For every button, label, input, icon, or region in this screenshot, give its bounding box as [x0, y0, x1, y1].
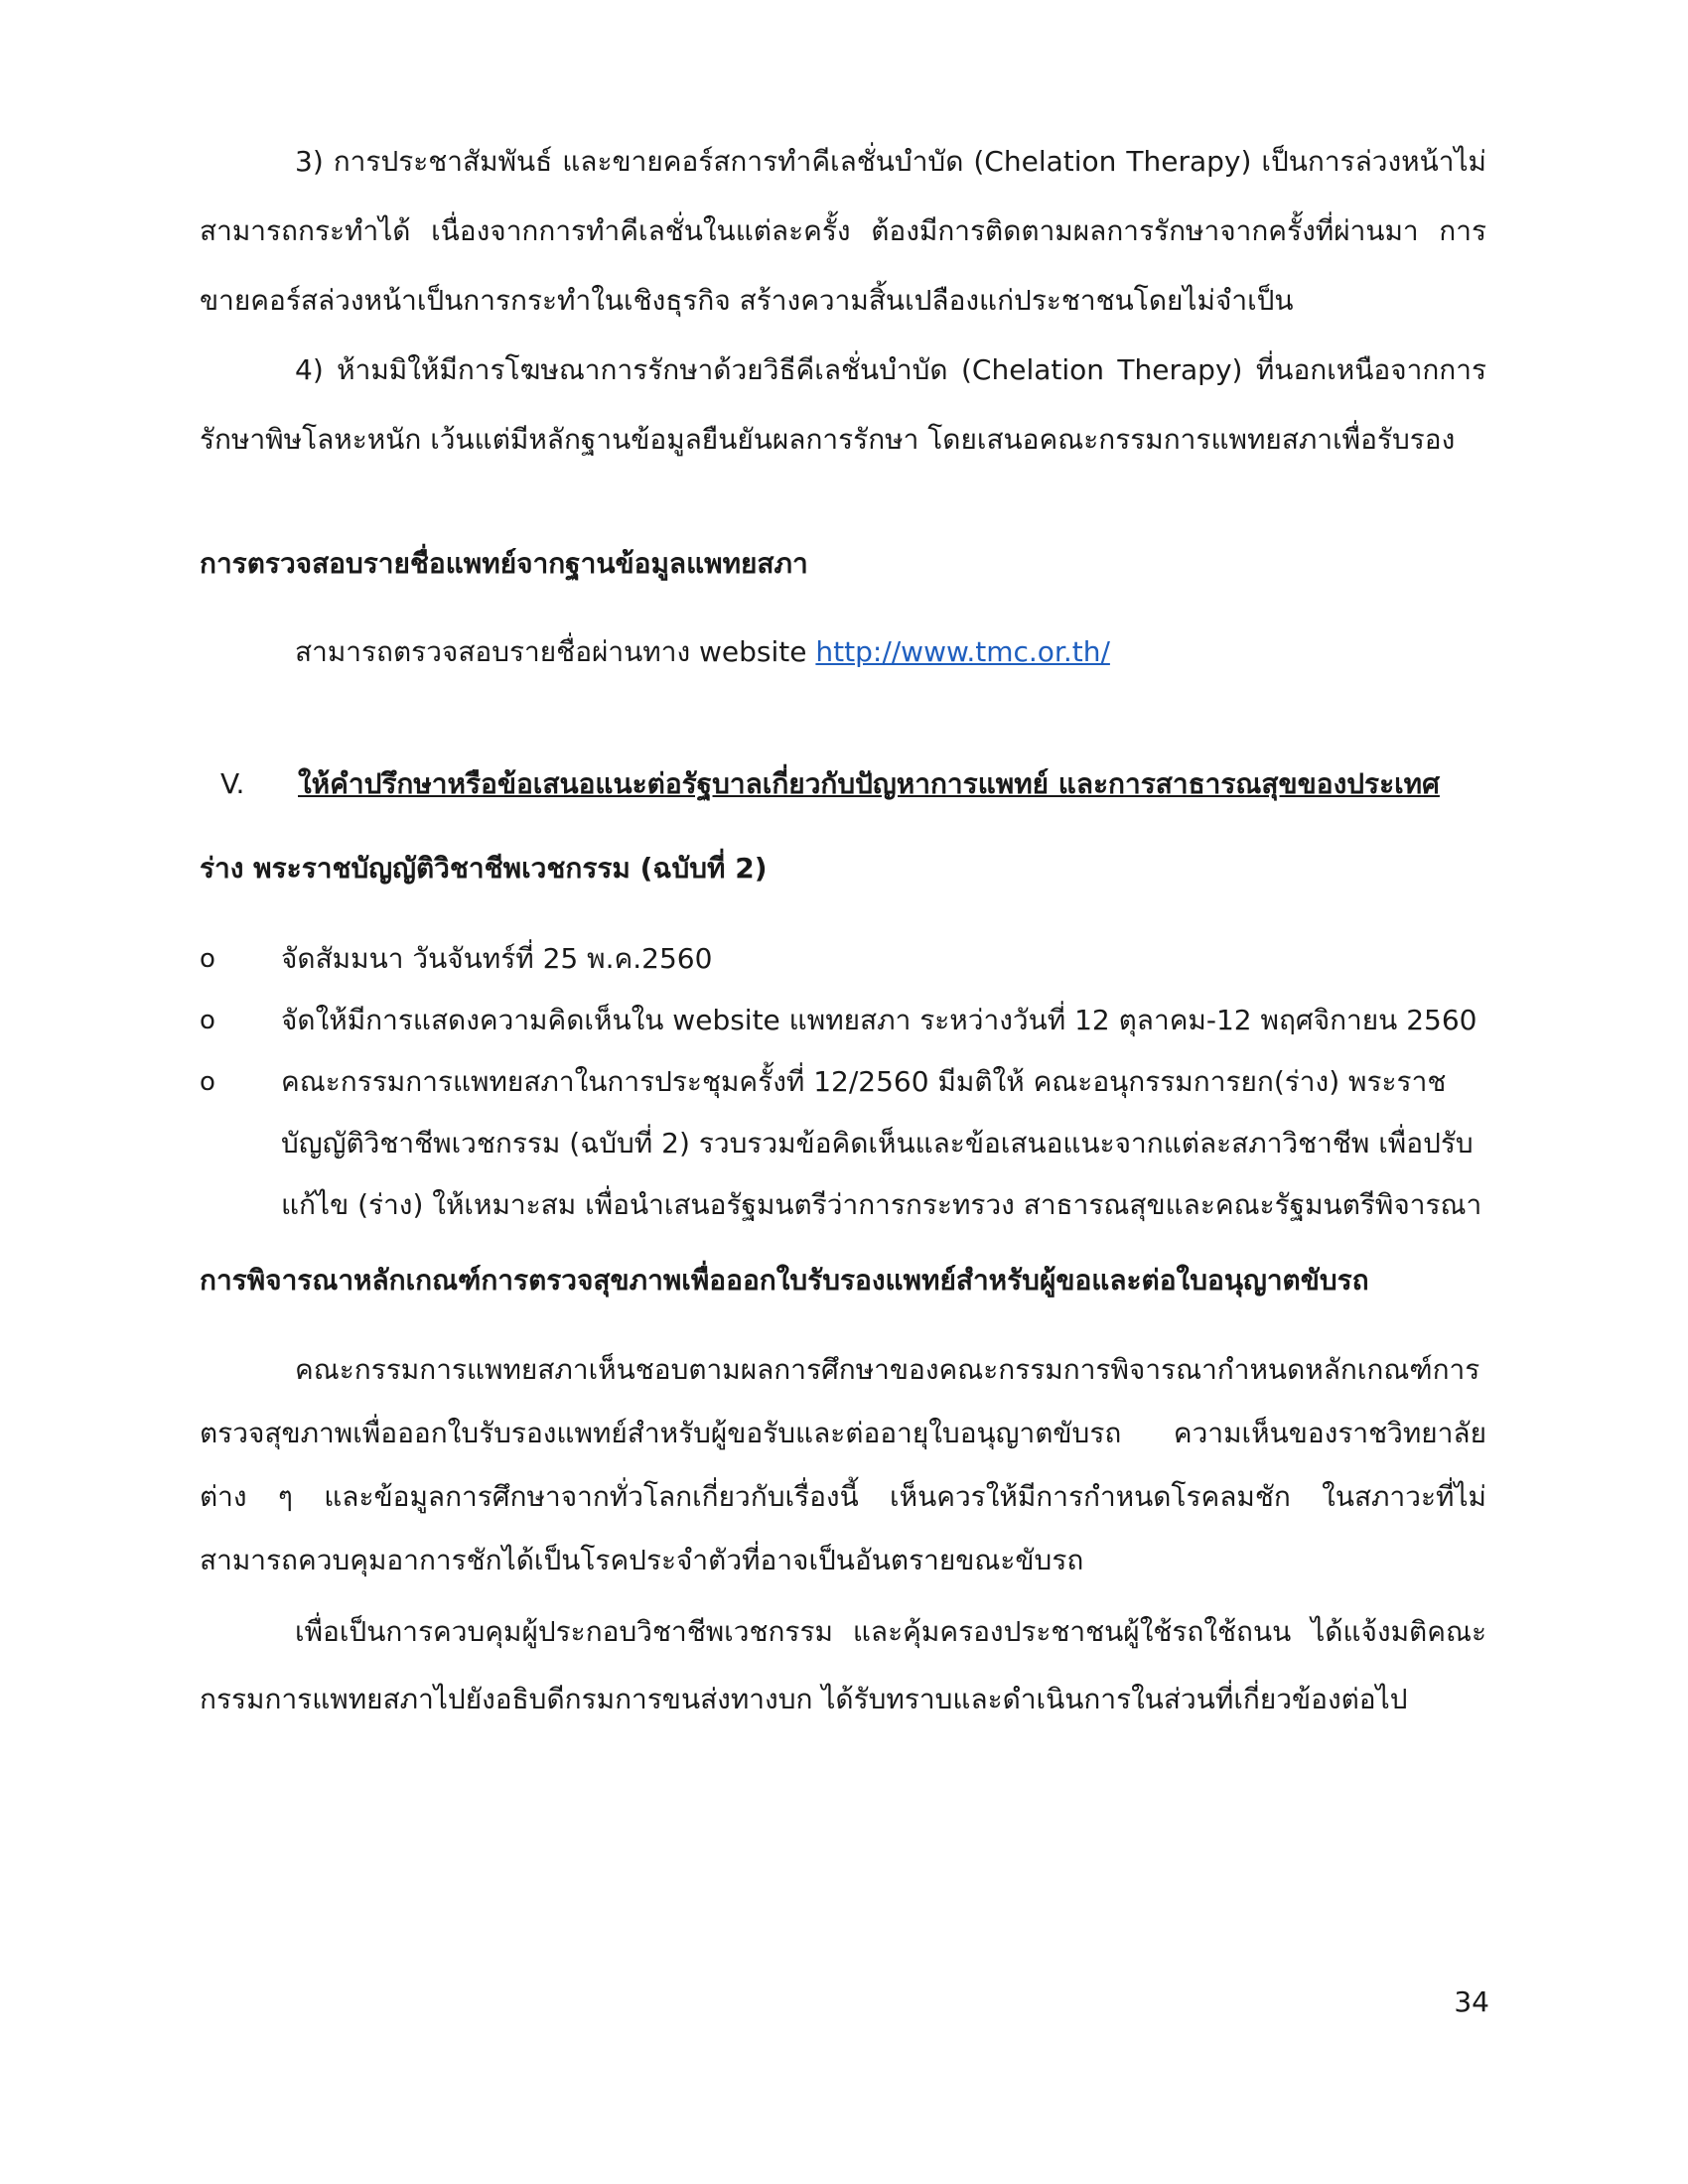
heading-draft-act: ร่าง พระราชบัญญัติวิชาชีพเวชกรรม (ฉบับที่ 2): [200, 852, 768, 885]
heading-doctor-check: การตรวจสอบรายชื่อแพทย์จากฐานข้อมูลแพทยสภา: [200, 547, 808, 580]
list-item: [200, 990, 1490, 1051]
list-item: [200, 1051, 1490, 1236]
paragraph-item-4: 4) ห้ามมิให้มีการโฆษณาการรักษาด้วยวิธีคีเลชั่นบำบัด (Chelation Therapy) ที่นอกเหนือจากการรักษาพิษโลหะหนัก เว้นแต่มีหลักฐานข้อมูลยืนยันผลการรักษา โดยเสนอคณะกรรมการแพทยสภาเพื่อรับรอง: [200, 353, 1486, 456]
bullet-text: จัดสัมมนา วันจันทร์ที่ 25 พ.ค.2560: [281, 942, 713, 975]
bullet-text: คณะกรรมการแพทยสภาในการประชุมครั้งที่ 12/2560 มีมติให้ คณะอนุกรรมการยก(ร่าง) พระราชบัญญัติวิชาชีพเวชกรรม (ฉบับที่ 2) รวบรวมข้อคิดเห็นและข้อเสนอแนะจากแต่ละสภาวิชาชีพ เพื่อปรับแก้ไข (ร่าง) ให้เหมาะสม เพื่อนำเสนอรัฐมนตรีว่าการกระทรวง สาธารณสุขและคณะรัฐมนตรีพิจารณา: [281, 1065, 1482, 1221]
health-paragraph-2: เพื่อเป็นการควบคุมผู้ประกอบวิชาชีพเวชกรรม และคุ้มครองประชาชนผู้ใช้รถใช้ถนน ได้แจ้งมติคณะกรรมการแพทยสภาไปยังอธิบดีกรมการขนส่งทางบก ได้รับทราบและดำเนินการในส่วนที่เกี่ยวข้องต่อไป: [200, 1615, 1486, 1715]
bullet-text: จัดให้มีการแสดงความคิดเห็นใน website แพทยสภา ระหว่างวันที่ 12 ตุลาคม-12 พฤศจิกายน 2560: [281, 1004, 1477, 1036]
tmc-website-link[interactable]: http://www.tmc.or.th/: [815, 635, 1110, 668]
health-paragraph-1: คณะกรรมการแพทยสภาเห็นชอบตามผลการศึกษาของคณะกรรมการพิจารณากำหนดหลักเกณฑ์การตรวจสุขภาพเพื่อออกใบรับรองแพทย์สำหรับผู้ขอรับและต่ออายุใบอนุญาตขับรถ ความเห็นของราชวิทยาลัยต่าง ๆ และข้อมูลการศึกษาจากทั่วโลกเกี่ยวกับเรื่องนี้ เห็นควรให้มีการกำหนดโรคลมชัก ในสภาวะที่ไม่สามารถควบคุมอาการชักได้เป็นโรคประจำตัวที่อาจเป็นอันตรายขณะขับรถ: [200, 1353, 1486, 1576]
paragraph-item-3: 3) การประชาสัมพันธ์ และขายคอร์สการทำคีเลชั่นบำบัด (Chelation Therapy) เป็นการล่วงหน้าไม่สามารถกระทำได้ เนื่องจากการทำคีเลชั่นในแต่ละครั้ง ต้องมีการติดตามผลการรักษาจากครั้งที่ผ่านมา การขายคอร์สล่วงหน้าเป็นการกระทำในเชิงธุรกิจ สร้างความสิ้นเปลืองแก่ประชาชนโดยไม่จำเป็น: [200, 145, 1486, 317]
section-title: ให้คำปรึกษาหรือข้อเสนอแนะต่อรัฐบาลเกี่ยวกับปัญหาการแพทย์ และการสาธารณสุขของประเทศ: [298, 767, 1440, 800]
list-item: [200, 928, 1490, 990]
section-number: V.: [220, 767, 245, 800]
doctor-check-text: สามารถตรวจสอบรายชื่อผ่านทาง website: [295, 635, 807, 668]
bullet-circle-icon: o: [200, 944, 215, 974]
page-number: 34: [1454, 1985, 1489, 2018]
bullet-circle-icon: o: [200, 1006, 215, 1035]
draft-act-bullet-list: [200, 928, 1490, 1236]
heading-health-check: การพิจารณาหลักเกณฑ์การตรวจสุขภาพเพื่อออกใบรับรองแพทย์สำหรับผู้ขอและต่อใบอนุญาตขับรถ: [200, 1264, 1369, 1297]
section-v-heading: [220, 764, 1511, 804]
doctor-check-line: [200, 632, 1486, 672]
bullet-circle-icon: o: [200, 1067, 215, 1097]
